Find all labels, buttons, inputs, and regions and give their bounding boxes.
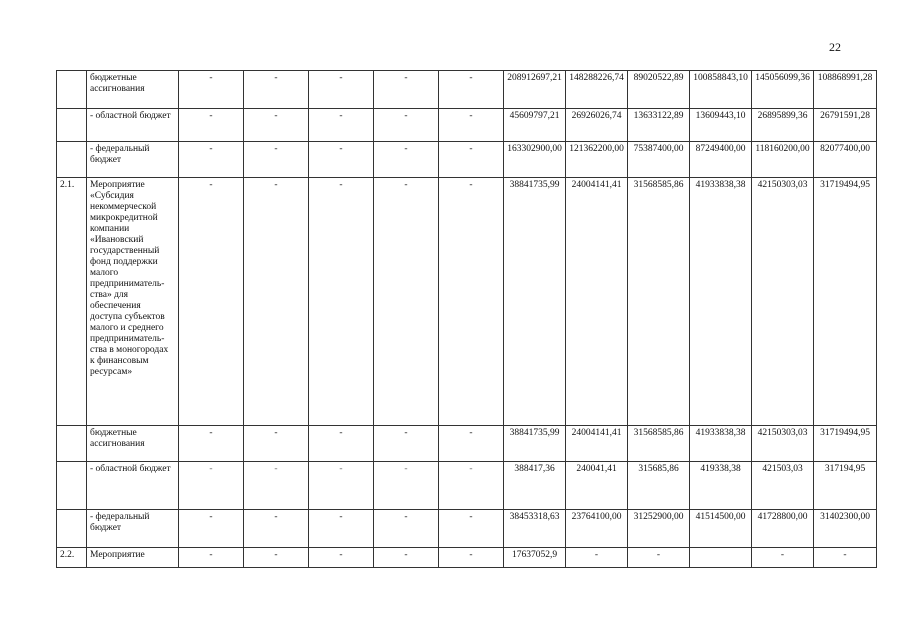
empty-period-cell: -: [439, 462, 504, 510]
amount-cell: 41933838,38: [690, 426, 752, 462]
empty-period-cell: -: [309, 510, 374, 548]
amount-cell: 13633122,89: [628, 109, 690, 142]
amount-cell: 26895899,36: [752, 109, 814, 142]
row-number: [57, 510, 87, 548]
amount-cell: 41728800,00: [752, 510, 814, 548]
amount-cell: 31402300,00: [814, 510, 877, 548]
item-name: - областной бюджет: [87, 462, 179, 510]
empty-period-cell: -: [179, 71, 244, 109]
amount-cell: 75387400,00: [628, 142, 690, 178]
empty-period-cell: -: [374, 462, 439, 510]
empty-period-cell: -: [244, 178, 309, 426]
amount-cell: 100858843,10: [690, 71, 752, 109]
empty-period-cell: -: [374, 71, 439, 109]
empty-period-cell: -: [179, 548, 244, 568]
table-row: [57, 426, 877, 462]
amount-cell: 317194,95: [814, 462, 877, 510]
amount-cell: -: [752, 548, 814, 568]
budget-table: [56, 70, 877, 568]
table-row: [57, 142, 877, 178]
empty-period-cell: -: [179, 426, 244, 462]
amount-cell: 41933838,38: [690, 178, 752, 426]
amount-cell: 38841735,99: [504, 426, 566, 462]
empty-period-cell: -: [439, 142, 504, 178]
amount-cell: 31719494,95: [814, 426, 877, 462]
amount-cell: 24004141,41: [566, 426, 628, 462]
table-row: [57, 71, 877, 109]
amount-cell: 26791591,28: [814, 109, 877, 142]
table-row: [57, 462, 877, 510]
amount-cell: 87249400,00: [690, 142, 752, 178]
row-number: 2.1.: [57, 178, 87, 426]
amount-cell: 26926026,74: [566, 109, 628, 142]
empty-period-cell: -: [179, 462, 244, 510]
amount-cell: 23764100,00: [566, 510, 628, 548]
empty-period-cell: -: [439, 426, 504, 462]
amount-cell: 31568585,86: [628, 178, 690, 426]
amount-cell: 17637052,9: [504, 548, 566, 568]
amount-cell: 108868991,28: [814, 71, 877, 109]
amount-cell: 89020522,89: [628, 71, 690, 109]
amount-cell: 121362200,00: [566, 142, 628, 178]
empty-period-cell: -: [309, 142, 374, 178]
item-name: - федеральный бюджет: [87, 510, 179, 548]
item-name: Мероприятие «Субсидия некоммерческой микрокредитной компании «Ивановский государственный фонд поддержки малого предприниматель-ства» для обеспечения доступа субъектов малого и среднего предприниматель-ства в моногородах к финансовым ресурсам»: [87, 178, 179, 426]
row-number: [57, 142, 87, 178]
amount-cell: 118160200,00: [752, 142, 814, 178]
amount-cell: 45609797,21: [504, 109, 566, 142]
table-row: [57, 178, 877, 426]
amount-cell: 421503,03: [752, 462, 814, 510]
amount-cell: 208912697,21: [504, 71, 566, 109]
amount-cell: 148288226,74: [566, 71, 628, 109]
empty-period-cell: -: [374, 178, 439, 426]
empty-period-cell: -: [244, 462, 309, 510]
row-number: 2.2.: [57, 548, 87, 568]
empty-period-cell: -: [179, 142, 244, 178]
amount-cell: 42150303,03: [752, 178, 814, 426]
empty-period-cell: -: [244, 71, 309, 109]
amount-cell: 42150303,03: [752, 426, 814, 462]
row-number: [57, 71, 87, 109]
empty-period-cell: -: [309, 109, 374, 142]
item-name: Мероприятие: [87, 548, 179, 568]
amount-cell: 240041,41: [566, 462, 628, 510]
empty-period-cell: -: [244, 109, 309, 142]
empty-period-cell: -: [439, 71, 504, 109]
empty-period-cell: -: [439, 510, 504, 548]
empty-period-cell: -: [374, 510, 439, 548]
empty-period-cell: -: [309, 178, 374, 426]
amount-cell: 163302900,00: [504, 142, 566, 178]
row-number: [57, 462, 87, 510]
empty-period-cell: -: [309, 548, 374, 568]
empty-period-cell: -: [179, 109, 244, 142]
empty-period-cell: -: [309, 462, 374, 510]
empty-period-cell: -: [439, 109, 504, 142]
item-name: бюджетные ассигнования: [87, 71, 179, 109]
amount-cell: 13609443,10: [690, 109, 752, 142]
table-row: [57, 109, 877, 142]
table-row: [57, 548, 877, 568]
table-row: [57, 510, 877, 548]
amount-cell: -: [628, 548, 690, 568]
empty-period-cell: -: [374, 548, 439, 568]
amount-cell: 38841735,99: [504, 178, 566, 426]
empty-period-cell: -: [374, 426, 439, 462]
amount-cell: 419338,38: [690, 462, 752, 510]
amount-cell: 82077400,00: [814, 142, 877, 178]
amount-cell: 38453318,63: [504, 510, 566, 548]
amount-cell: 31719494,95: [814, 178, 877, 426]
empty-period-cell: -: [374, 142, 439, 178]
empty-period-cell: -: [179, 178, 244, 426]
amount-cell: 315685,86: [628, 462, 690, 510]
table-body: [57, 71, 877, 568]
empty-period-cell: -: [244, 510, 309, 548]
empty-period-cell: -: [179, 510, 244, 548]
empty-period-cell: -: [374, 109, 439, 142]
amount-cell: 31252900,00: [628, 510, 690, 548]
page-number: 22: [829, 40, 841, 54]
amount-cell: -: [814, 548, 877, 568]
amount-cell: 41514500,00: [690, 510, 752, 548]
amount-cell: 145056099,36: [752, 71, 814, 109]
empty-period-cell: -: [244, 426, 309, 462]
empty-period-cell: -: [244, 548, 309, 568]
item-name: бюджетные ассигнования: [87, 426, 179, 462]
empty-period-cell: -: [309, 71, 374, 109]
amount-cell: -: [566, 548, 628, 568]
row-number: [57, 109, 87, 142]
empty-period-cell: -: [439, 548, 504, 568]
amount-cell: 388417,36: [504, 462, 566, 510]
empty-period-cell: -: [439, 178, 504, 426]
amount-cell: [690, 548, 752, 568]
amount-cell: 31568585,86: [628, 426, 690, 462]
item-name: - областной бюджет: [87, 109, 179, 142]
empty-period-cell: -: [309, 426, 374, 462]
row-number: [57, 426, 87, 462]
amount-cell: 24004141,41: [566, 178, 628, 426]
empty-period-cell: -: [244, 142, 309, 178]
item-name: - федеральный бюджет: [87, 142, 179, 178]
